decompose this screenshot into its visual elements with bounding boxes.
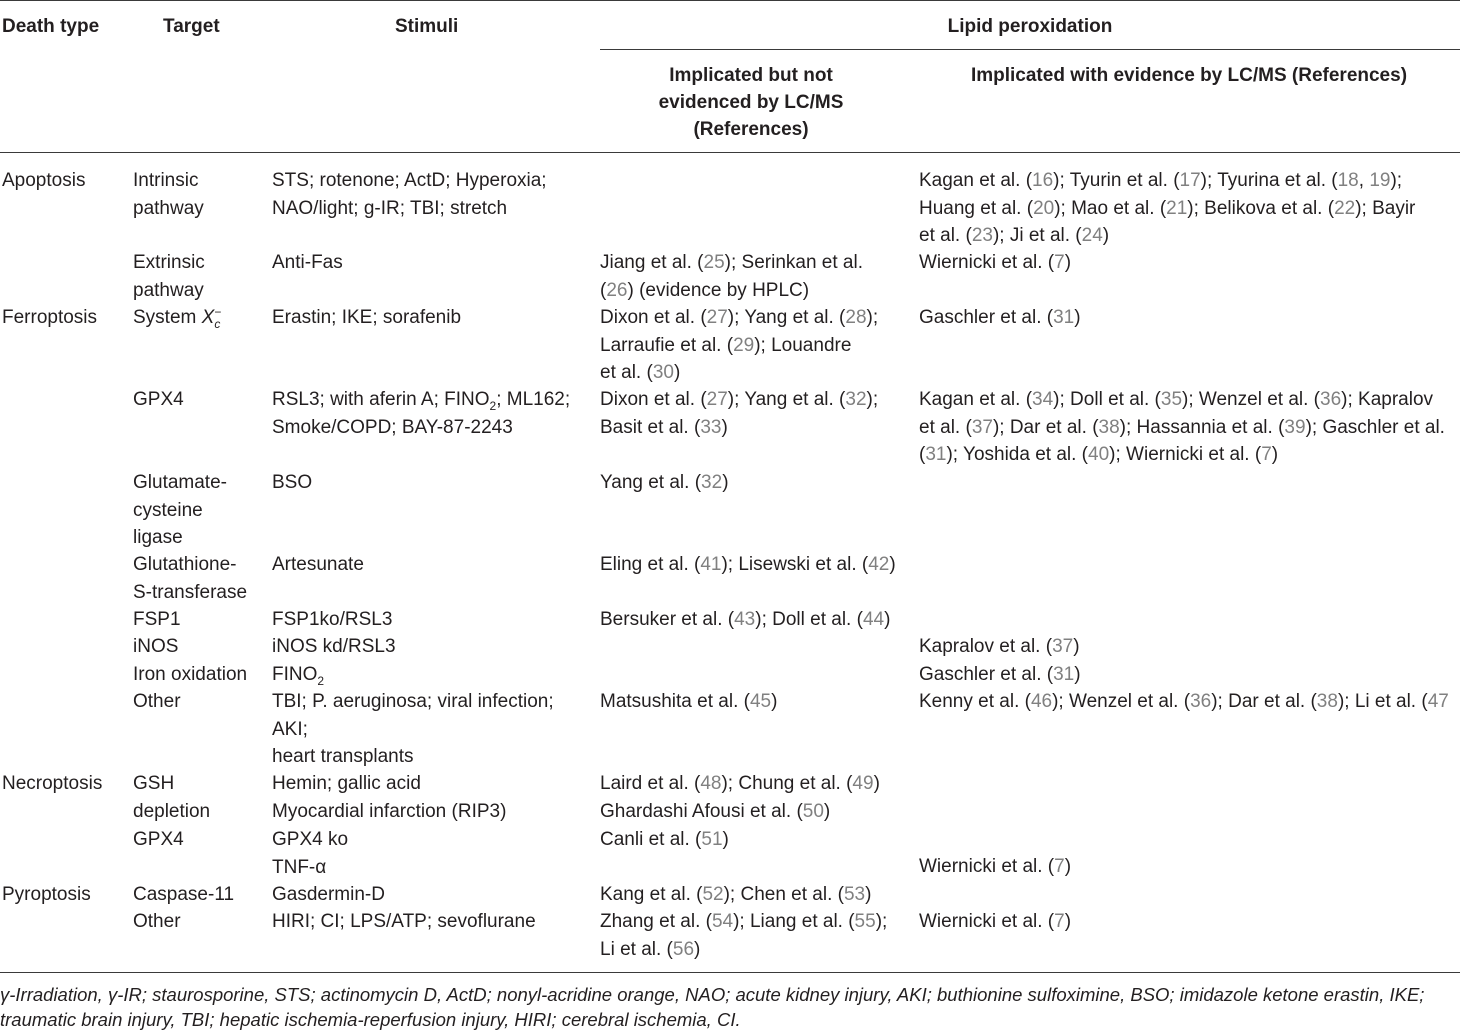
- reference-link[interactable]: 39: [1284, 416, 1306, 438]
- not-evidenced-system-xc: Dixon et al. (27); Yang et al. (28); Larraufie et al. (29); Louandre et al. (30): [600, 307, 879, 383]
- not-evidenced-pyroptosis-other: Zhang et al. (54); Liang et al. (55); Li et al. (56): [600, 911, 888, 960]
- reference-link[interactable]: 56: [672, 938, 695, 960]
- reference-link[interactable]: 40: [1088, 444, 1110, 465]
- death-type-pyroptosis: Pyroptosis: [2, 884, 91, 905]
- stimuli-pyroptosis-other: HIRI; CI; LPS/ATP; sevoflurane: [272, 911, 536, 932]
- reference-link[interactable]: 20: [1033, 197, 1055, 219]
- target-glutathione-s-transferase: Glutathione- S-transferase: [133, 554, 248, 603]
- reference-link[interactable]: 53: [843, 884, 866, 905]
- not-evidenced-caspase-11: Kang et al. (52); Chen et al. (53): [600, 884, 872, 905]
- target-gsh-depletion: GSH depletion: [133, 773, 211, 822]
- header-stimuli: Stimuli: [395, 16, 459, 37]
- stimuli-fsp1: FSP1ko/RSL3: [272, 609, 393, 630]
- death-type-necroptosis: Necroptosis: [2, 773, 103, 794]
- stimuli-ferroptosis-other: TBI; P. aeruginosa; viral infection; AKI; heart transplants: [272, 691, 554, 767]
- reference-link[interactable]: 7: [1054, 252, 1065, 273]
- target-necroptosis-gpx4: GPX4: [133, 829, 184, 850]
- reference-link[interactable]: 28: [845, 307, 867, 328]
- reference-link[interactable]: 35: [1160, 389, 1183, 410]
- reference-link[interactable]: 33: [700, 416, 722, 438]
- header-lipid-peroxidation: Lipid peroxidation: [947, 16, 1113, 37]
- target-gpx4: GPX4: [133, 389, 184, 410]
- reference-link[interactable]: 23: [971, 225, 993, 246]
- reference-link[interactable]: 54: [711, 911, 734, 932]
- reference-link[interactable]: 46: [1030, 691, 1053, 712]
- stimuli-system-xc: Erastin; IKE; sorafenib: [272, 307, 462, 328]
- reference-link[interactable]: 52: [702, 884, 724, 905]
- target-inos: iNOS: [133, 636, 179, 657]
- reference-link[interactable]: 37: [1052, 636, 1074, 657]
- lipid-peroxidation-rule: [600, 49, 1460, 50]
- target-pyroptosis-other: Other: [133, 911, 181, 932]
- reference-link[interactable]: 31: [1053, 664, 1075, 685]
- evidence-extrinsic: Wiernicki et al. (7): [919, 252, 1072, 273]
- target-caspase-11: Caspase-11: [133, 884, 235, 905]
- stimuli-caspase-11: Gasdermin-D: [272, 884, 385, 905]
- stimuli-intrinsic: STS; rotenone; ActD; Hyperoxia; NAO/light; g-IR; TBI; stretch: [272, 170, 547, 219]
- table-top-rule: [0, 0, 1460, 1]
- evidence-pyroptosis-other: Wiernicki et al. (7): [919, 911, 1072, 932]
- target-fsp1: FSP1: [133, 609, 181, 630]
- reference-link[interactable]: 38: [1316, 691, 1338, 712]
- header-rule: [0, 152, 1460, 153]
- reference-link[interactable]: 17: [1179, 170, 1201, 191]
- target-extrinsic: Extrinsic pathway: [133, 252, 205, 301]
- reference-link[interactable]: 36: [1190, 691, 1212, 712]
- table-footnote: γ-Irradiation, γ-IR; staurosporine, STS; actinomycin D, ActD; nonyl-acridine orange, NAO; acute kidney injury, AKI; buthionine sulfoximine, BSO; imidazole ketone erastin, IKE; traumatic brain injury, TBI; hepatic ischemia-reperfusion injury, HIRI; cerebral ischemia, CI.: [0, 984, 1425, 1030]
- reference-link[interactable]: 41: [700, 554, 722, 575]
- reference-link[interactable]: 31: [1053, 307, 1075, 328]
- death-type-apoptosis: Apoptosis: [2, 170, 86, 191]
- reference-link[interactable]: 19: [1369, 170, 1391, 191]
- reference-link[interactable]: 16: [1032, 170, 1054, 191]
- table-bottom-rule: [0, 972, 1460, 973]
- reference-link[interactable]: 47: [1427, 691, 1449, 712]
- reference-link[interactable]: 45: [749, 691, 772, 712]
- reference-link[interactable]: 24: [1081, 225, 1103, 246]
- stimuli-gcl: BSO: [272, 472, 313, 493]
- reference-link[interactable]: 48: [700, 773, 722, 794]
- target-glutamate-cysteine-ligase: Glutamate- cysteine ligase: [133, 472, 227, 548]
- reference-link[interactable]: 32: [701, 472, 723, 493]
- target-system-xc: System $X_c^-$: [133, 304, 222, 331]
- not-evidenced-fsp1: Bersuker et al. (43); Doll et al. (44): [600, 609, 891, 630]
- reference-link[interactable]: 42: [868, 554, 890, 575]
- reference-link[interactable]: 34: [1032, 389, 1054, 410]
- reference-link[interactable]: 27: [706, 307, 728, 328]
- not-evidenced-gst: Eling et al. (41); Lisewski et al. (42): [600, 554, 896, 575]
- reference-link[interactable]: 18: [1337, 170, 1359, 191]
- not-evidenced-gcl: Yang et al. (32): [600, 472, 729, 493]
- reference-link[interactable]: 30: [652, 362, 674, 383]
- stimuli-gsh-depletion: Hemin; gallic acid Myocardial infarction (RIP3): [272, 773, 507, 822]
- stimuli-inos: iNOS kd/RSL3: [272, 636, 396, 657]
- target-intrinsic: Intrinsic pathway: [133, 170, 204, 219]
- target-ferroptosis-other: Other: [133, 691, 181, 712]
- reference-link[interactable]: 7: [1261, 444, 1272, 465]
- not-evidenced-extrinsic: Jiang et al. (25); Serinkan et al. (26) (evidence by HPLC): [600, 252, 863, 301]
- reference-link[interactable]: 44: [862, 609, 885, 630]
- header-not-evidenced: Implicated but not evidenced by LC/MS (References): [658, 65, 844, 140]
- not-evidenced-ferroptosis-other: Matsushita et al. (45): [600, 691, 778, 712]
- reference-link[interactable]: 31: [925, 444, 947, 465]
- reference-link[interactable]: 7: [1054, 911, 1065, 932]
- reference-link[interactable]: 36: [1320, 389, 1342, 410]
- evidence-necroptosis-gpx4: Wiernicki et al. (7): [919, 856, 1072, 877]
- reference-link[interactable]: 22: [1334, 197, 1356, 219]
- header-target: Target: [163, 16, 220, 37]
- reference-link[interactable]: 50: [802, 800, 824, 822]
- header-death-type: Death type: [2, 16, 100, 37]
- death-type-ferroptosis: Ferroptosis: [2, 307, 98, 328]
- reference-link[interactable]: 25: [703, 252, 725, 273]
- reference-link[interactable]: 26: [606, 279, 628, 301]
- reference-link[interactable]: 27: [706, 389, 728, 410]
- stimuli-extrinsic: Anti-Fas: [272, 252, 343, 273]
- reference-link[interactable]: 37: [971, 416, 993, 438]
- reference-link[interactable]: 29: [733, 334, 755, 356]
- reference-link[interactable]: 55: [854, 911, 876, 932]
- reference-link[interactable]: 43: [734, 609, 756, 630]
- evidence-system-xc: Gaschler et al. (31): [919, 307, 1081, 328]
- reference-link[interactable]: 49: [852, 773, 874, 794]
- reference-link[interactable]: 38: [1098, 416, 1120, 438]
- evidence-intrinsic: Kagan et al. (16); Tyurin et al. (17); Tyurina et al. (18, 19); Huang et al. (20); Mao et al. (21); Belikova et al. (22); Bayir et al. (23); Ji et al. (24): [919, 170, 1416, 246]
- reference-link[interactable]: 21: [1166, 197, 1188, 219]
- reference-link[interactable]: 51: [701, 829, 723, 850]
- evidence-inos: Kapralov et al. (37): [919, 636, 1080, 657]
- evidence-iron-oxidation: Gaschler et al. (31): [919, 664, 1081, 685]
- reference-link[interactable]: 32: [845, 389, 867, 410]
- evidence-gpx4: Kagan et al. (34); Doll et al. (35); Wenzel et al. (36); Kapralov et al. (37); Dar et al. (38); Hassannia et al. (39); Gaschler et al. (31); Yoshida et al. (40); Wiernicki et al. (7): [919, 389, 1445, 465]
- not-evidenced-necroptosis-gpx4: Canli et al. (51): [600, 829, 729, 850]
- stimuli-gst: Artesunate: [272, 554, 364, 575]
- stimuli-iron-oxidation: $FINO_2$: [272, 664, 325, 688]
- header-with-evidence: Implicated with evidence by LC/MS (References): [970, 65, 1408, 86]
- stimuli-gpx4: RSL3; with aferin A; $FINO_2$; ML162; Smoke/COPD; BAY-87-2243: [272, 389, 571, 438]
- stimuli-necroptosis-gpx4: GPX4 ko TNF-α: [272, 829, 349, 878]
- evidence-ferroptosis-other: Kenny et al. (46); Wenzel et al. (36); Dar et al. (38); Li et al. (47: [919, 691, 1449, 712]
- not-evidenced-gsh-depletion: Laird et al. (48); Chung et al. (49) Ghardashi Afousi et al. (50): [600, 773, 880, 822]
- reference-link[interactable]: 7: [1054, 856, 1065, 877]
- target-iron-oxidation: Iron oxidation: [133, 664, 248, 685]
- not-evidenced-gpx4: Dixon et al. (27); Yang et al. (32); Basit et al. (33): [600, 389, 879, 438]
